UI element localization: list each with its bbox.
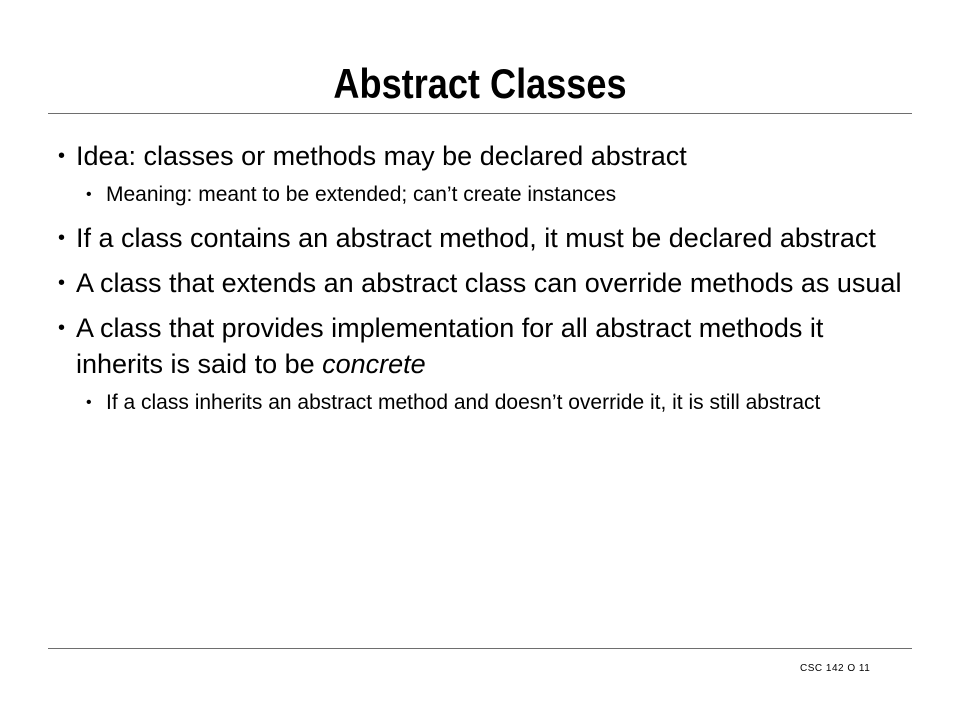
bullet-icon: • [58,272,66,294]
title-divider [48,113,912,114]
footer-course-code: CSC 142 O 11 [800,663,871,674]
bullet-list [54,138,904,428]
bullet-text [76,310,904,382]
bullet-item [54,310,904,382]
bullet-item [54,220,904,256]
bullet-text: If a class contains an abstract method, it must be declared abstract [76,223,876,253]
bullet-item [54,265,904,301]
bullet-text-main: A class that provides implementation for all abstract methods it inherits is said to be [76,313,824,379]
bullet-icon: • [58,227,66,249]
bullet-icon: • [58,317,66,339]
bullet-text: A class that extends an abstract class can override methods as usual [76,268,902,298]
bullet-text-emphasis: concrete [322,349,426,379]
sub-bullet-item [54,180,904,210]
slide-title: Abstract Classes [333,60,627,107]
bullet-icon: • [58,145,66,167]
sub-bullet-text: If a class inherits an abstract method and doesn’t override it, it is still abstract [106,391,821,414]
sub-bullet-item [54,388,904,418]
bullet-text: Idea: classes or methods may be declared abstract [76,141,687,171]
sub-bullet-text: Meaning: meant to be extended; can’t create instances [106,183,617,206]
bullet-icon: • [86,394,92,411]
bullet-item [54,138,904,174]
footer-divider [48,648,912,649]
bullet-icon: • [86,186,92,203]
